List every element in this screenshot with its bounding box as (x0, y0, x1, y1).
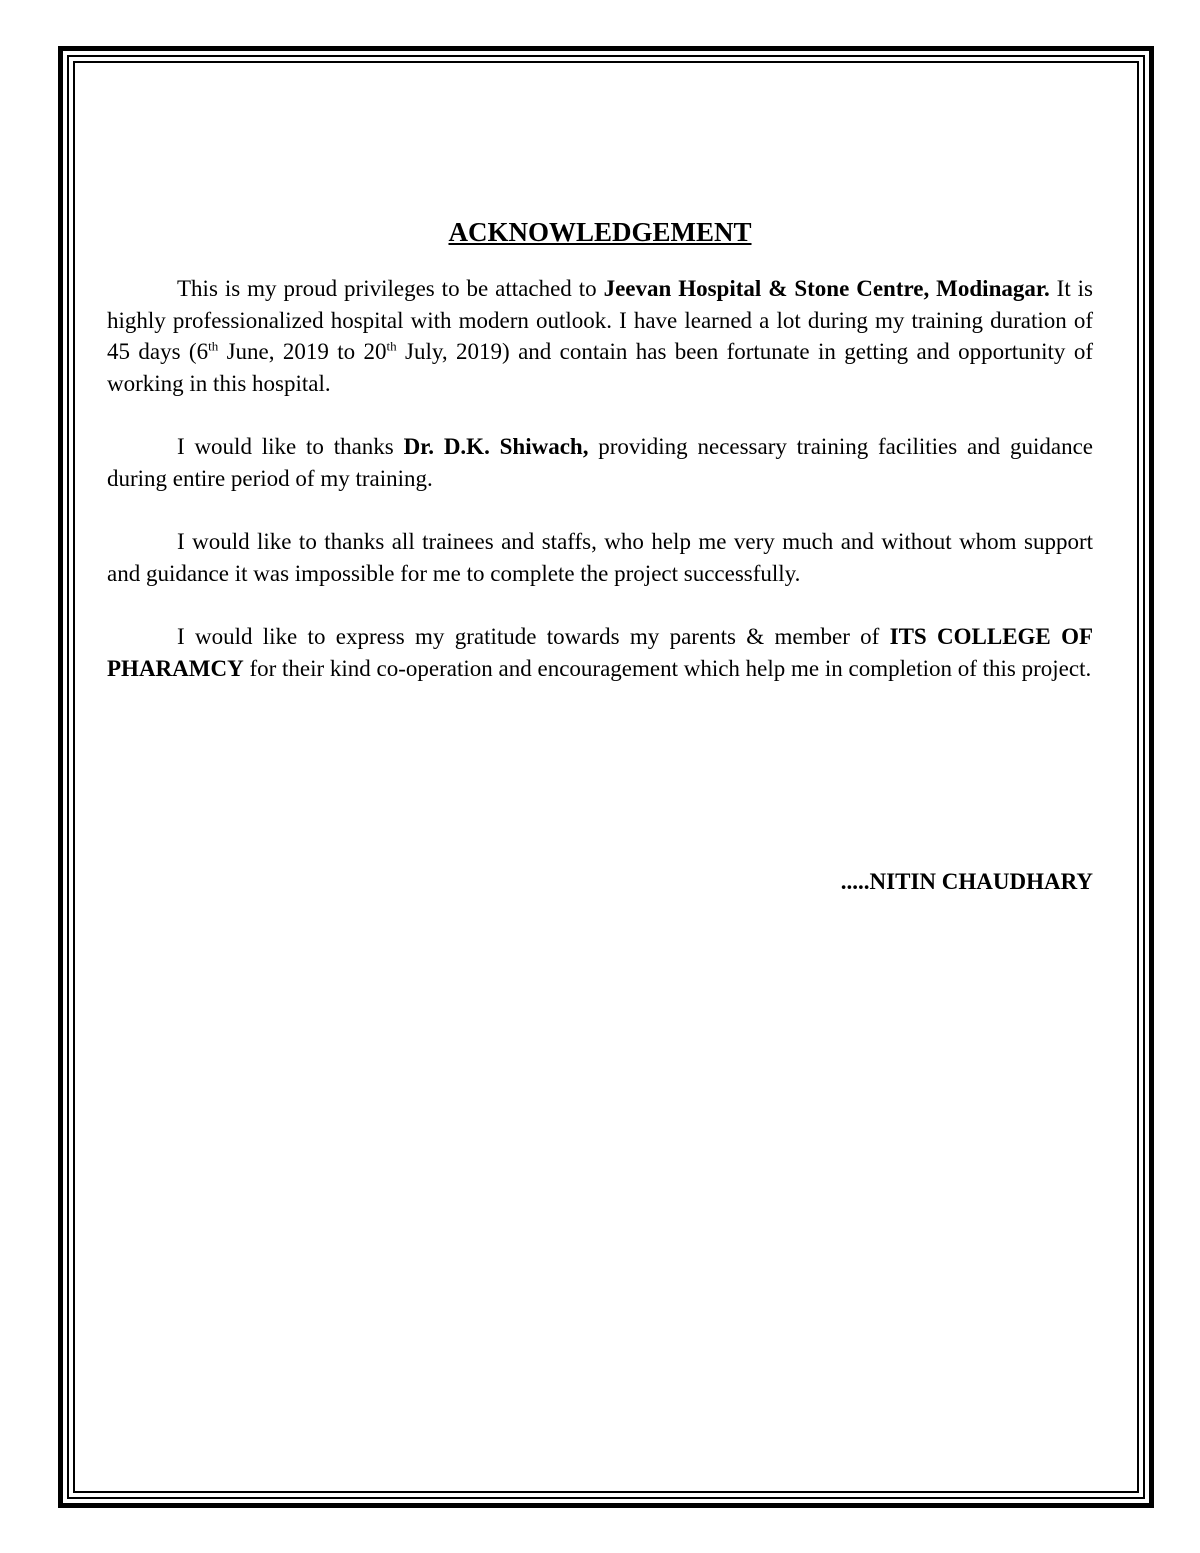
p3-text-a: I would like to thanks all trainees and staffs, who help me very much and without whom support and guidance it was impossible for me to complete the project successfully. (107, 529, 1093, 586)
paragraph-4 (107, 621, 1093, 684)
paragraph-1 (107, 273, 1093, 399)
page-title: ACKNOWLEDGEMENT (448, 217, 752, 247)
signature: .....NITIN CHAUDHARY (840, 869, 1093, 894)
paragraph-2 (107, 431, 1093, 494)
p1-text-c: It is highly professionalized hospital with modern outlook. I have learned a lot during my training duration of 45 days (6 (107, 276, 1093, 364)
p1-text-e: July, 2019) and contain has been fortunate in getting and opportunity of working in this hospital. (107, 339, 1093, 396)
p1-superscript-1: th (208, 338, 219, 354)
doctor-name: Dr. D.K. Shiwach, (403, 434, 589, 459)
p4-text-c: for their kind co-operation and encouragement which help me in completion of this project. (243, 655, 1092, 681)
p1-text-a: This is my proud privileges to be attached to (177, 276, 604, 301)
p1-text-d: June, 2019 to 20 (218, 339, 387, 364)
hospital-name: Jeevan Hospital & Stone Centre, Modinagar. (603, 276, 1050, 301)
p2-text-c: providing necessary training facilities and guidance during entire period of my training. (107, 434, 1093, 491)
paragraph-3 (107, 526, 1093, 589)
p1-superscript-2: th (386, 338, 397, 354)
college-name: ITS COLLEGE OF PHARAMCY (107, 624, 1094, 681)
document-body (107, 212, 1093, 716)
p4-text-a: I would like to express my gratitude towards my parents & member of (177, 624, 890, 649)
p2-text-a: I would like to thanks (177, 434, 404, 459)
